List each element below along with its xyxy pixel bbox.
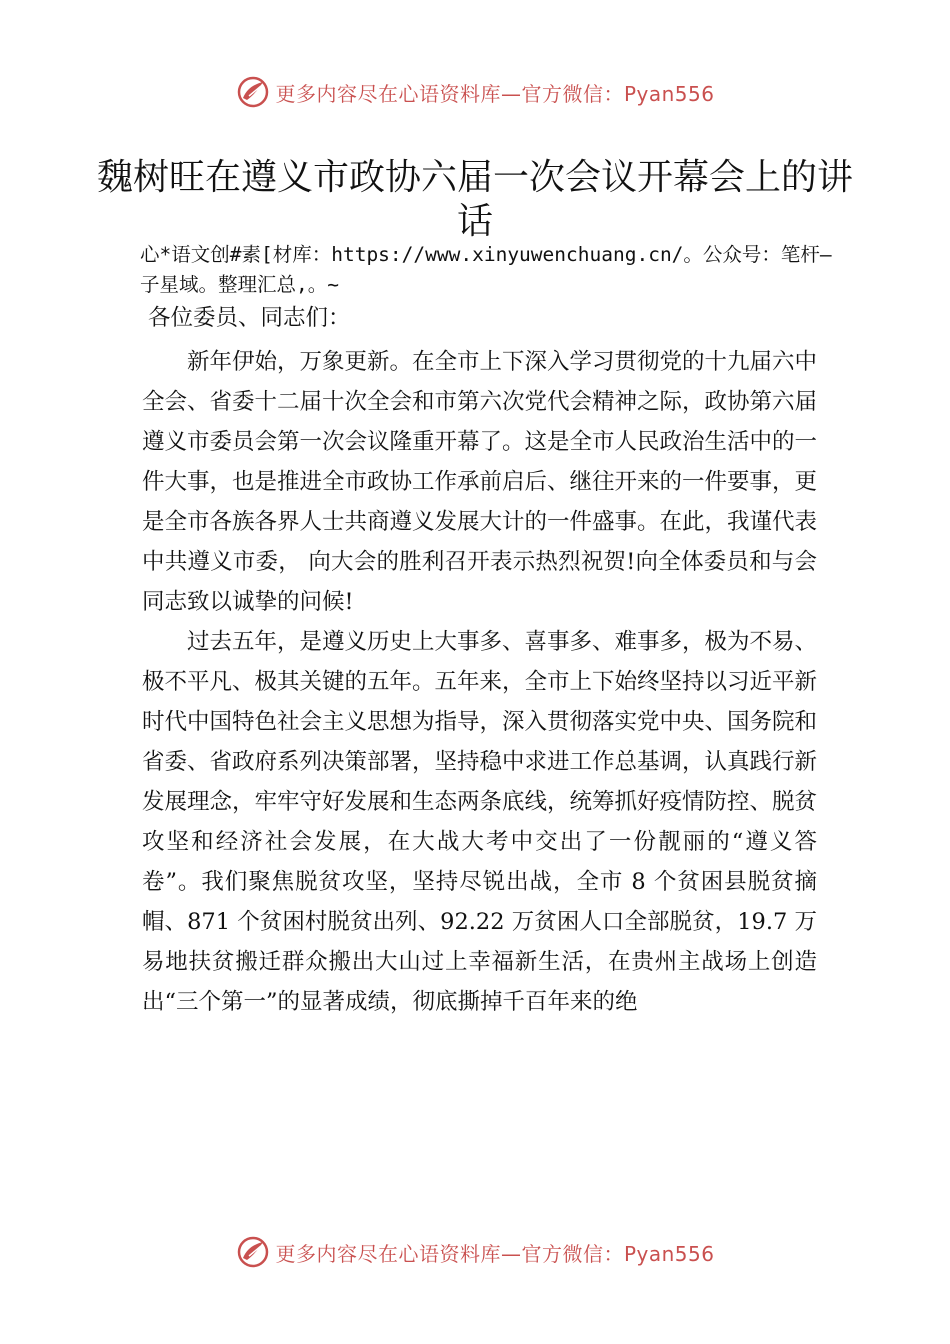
- document-body: [142, 298, 817, 1022]
- greeting: 各位委员、同志们：: [148, 305, 351, 331]
- source-note: 心*语文创#素[材库：https://www.xinyuwenchuang.cn/。公众号：笔杆—子星域。整理汇总,。~: [140, 243, 832, 296]
- header-banner-text: 更多内容尽在心语资料库—官方微信：Pyan556: [275, 81, 715, 106]
- paragraph-2: 过去五年，是遵义历史上大事多、喜事多、难事多，极为不易、极不平凡、极其关键的五年。五年来，全市上下始终坚持以习近平新时代中国特色社会主义思想为指导，深入贯彻落实党中央、国务院和省委、省政府系列决策部署，坚持稳中求进工作总基调，认真践行新发展理念，牢牢守好发展和生态两条底线，统筹抓好疫情防控、脱贫攻坚和经济社会发展，在大战大考中交出了一份靓丽的“遵义答卷”。我们聚焦脱贫攻坚，坚持尽锐出战，全市 8 个贫困县脱贫摘帽、871 个贫困村脱贫出列、92.22 万贫困人口全部脱贫，19.7 万易地扶贫搬迁群众搬出大山过上幸福新生活，在贵州主战场上创造出“三个第一”的显著成绩，彻底撕掉千百年来的绝: [142, 629, 818, 1015]
- footer-banner-text: 更多内容尽在心语资料库—官方微信：Pyan556: [275, 1241, 715, 1266]
- page-title: 魏树旺在遵义市政协六届一次会议开幕会上的讲话: [96, 157, 853, 242]
- footer-banner: [0, 1232, 950, 1272]
- paragraph-1: 新年伊始，万象更新。在全市上下深入学习贯彻党的十九届六中全会、省委十二届十次全会和市第六次党代会精神之际，政协第六届遵义市委员会第一次会议隆重开幕了。这是全市人民政治生活中的一件大事，也是推进全市政协工作承前启后、继往开来的一件要事，更是全市各族各界人士共商遵义发展大计的一件盛事。在此，我谨代表中共遵义市委， 向大会的胜利召开表示热烈祝贺!向全体委员和与会同志致以诚挚的问候!: [142, 349, 818, 615]
- header-banner: [0, 72, 950, 112]
- brand-logo-icon: [235, 74, 271, 110]
- brand-logo-icon: [235, 1234, 271, 1270]
